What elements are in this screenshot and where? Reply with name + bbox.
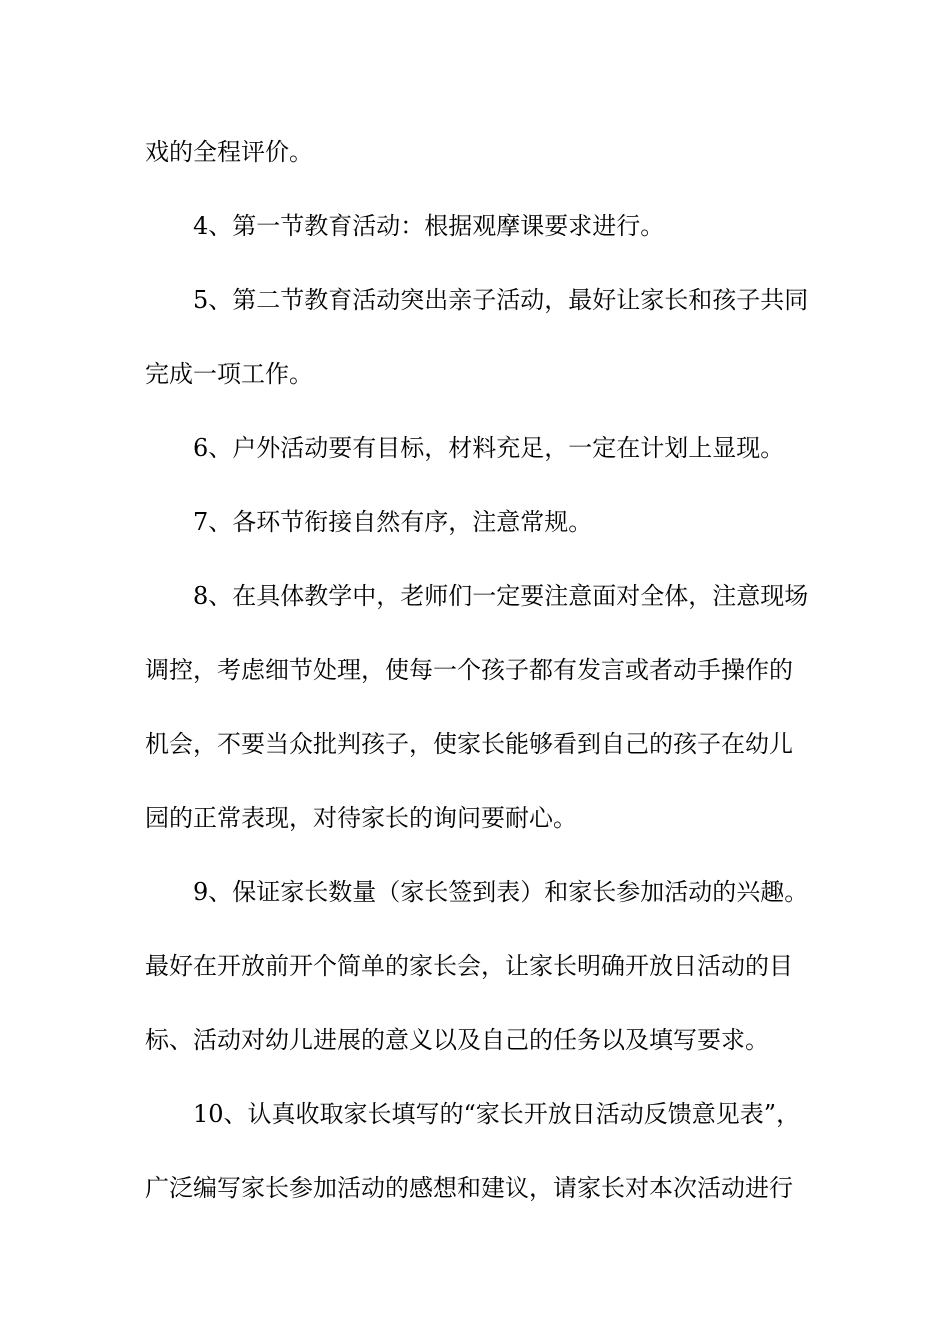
paragraph-line: 标、活动对幼儿进展的意义以及自己的任务以及填写要求。	[145, 1026, 769, 1054]
paragraph-line: 广泛编写家长参加活动的感想和建议，请家长对本次活动进行	[145, 1174, 793, 1202]
paragraph-line: 园的正常表现，对待家长的询问要耐心。	[145, 804, 577, 832]
paragraph-line: 9、保证家长数量（家长签到表）和家长参加活动的兴趣。	[193, 878, 809, 906]
paragraph-line: 6、户外活动要有目标，材料充足，一定在计划上显现。	[193, 434, 785, 462]
document-body	[145, 128, 810, 1238]
paragraph-line: 机会，不要当众批判孩子，使家长能够看到自己的孩子在幼儿	[145, 730, 793, 758]
paragraph-line: 5、第二节教育活动突出亲子活动，最好让家长和孩子共同	[193, 286, 809, 314]
paragraph-line: 完成一项工作。	[145, 360, 313, 388]
paragraph-line: 8、在具体教学中，老师们一定要注意面对全体，注意现场	[193, 582, 809, 610]
paragraph-line: 调控，考虑细节处理，使每一个孩子都有发言或者动手操作的	[145, 656, 793, 684]
paragraph-line: 7、各环节衔接自然有序，注意常规。	[193, 508, 593, 536]
paragraph-line: 最好在开放前开个简单的家长会，让家长明确开放日活动的目	[145, 952, 793, 980]
paragraph-line: 4、第一节教育活动：根据观摩课要求进行。	[193, 212, 665, 240]
paragraph-line: 10、认真收取家长填写的“家长开放日活动反馈意见表”，	[193, 1100, 801, 1128]
paragraph-line: 戏的全程评价。	[145, 138, 313, 166]
